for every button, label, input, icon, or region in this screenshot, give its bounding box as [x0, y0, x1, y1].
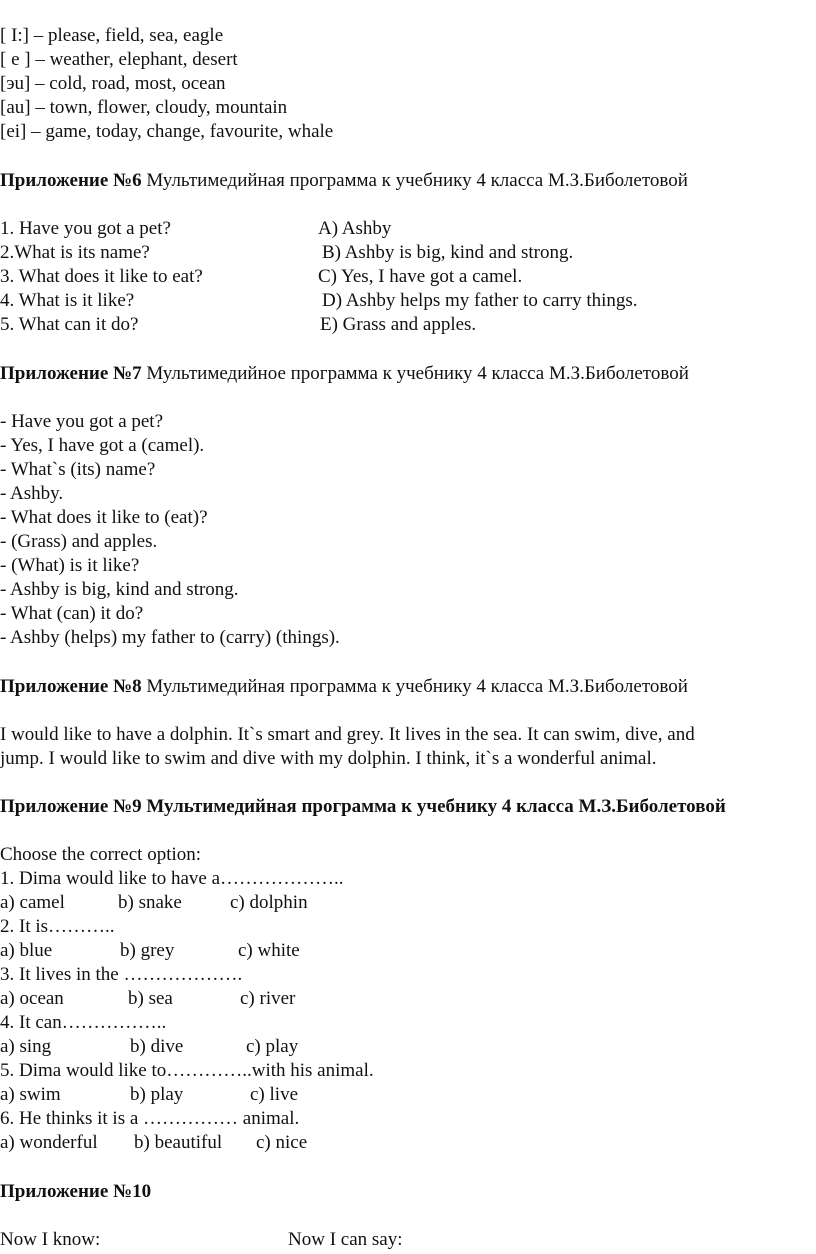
phonetics-line: [ei] – game, today, change, favourite, whale	[0, 121, 334, 142]
appendix-7-heading	[0, 362, 689, 386]
now-i-can-say-label: Now I can say:	[288, 1229, 403, 1250]
dialogue-line: - Have you got a pet?	[0, 411, 164, 432]
quiz-question: 5. Dima would like to…………..with his animal.	[0, 1060, 374, 1081]
match-answer: B) Ashby is big, kind and strong.	[322, 242, 574, 263]
now-i-know-label: Now I know:	[0, 1229, 101, 1250]
quiz-option: a) ocean	[0, 988, 64, 1009]
quiz-option: a) swim	[0, 1084, 61, 1105]
instruction: Choose the correct option:	[0, 844, 202, 865]
phonetics-line: [au] – town, flower, cloudy, mountain	[0, 97, 288, 118]
paragraph-line: jump. I would like to swim and dive with my dolphin. I think, it`s a wonderful animal.	[0, 748, 657, 769]
quiz-option: b) beautiful	[134, 1132, 223, 1153]
appendix-title: Мультимедийное программа к учебнику 4 класса М.З.Биболетовой	[141, 363, 689, 384]
quiz-option: a) camel	[0, 892, 65, 913]
appendix-title: Мультимедийная программа к учебнику 4 класса М.З.Биболетовой	[141, 676, 688, 697]
appendix-label: Приложение №6	[0, 170, 142, 191]
dialogue-line: - (Grass) and apples.	[0, 531, 158, 552]
match-answer: A) Ashby	[318, 218, 392, 239]
appendix-label: Приложение №7	[0, 363, 142, 384]
quiz-option: b) grey	[120, 940, 175, 961]
quiz-question: 6. He thinks it is a …………… animal.	[0, 1108, 300, 1129]
quiz-question: 1. Dima would like to have a………………..	[0, 868, 344, 889]
match-question: 2.What is its name?	[0, 242, 150, 263]
quiz-option: c) play	[246, 1036, 299, 1057]
quiz-option: c) river	[240, 988, 296, 1009]
appendix-6-heading	[0, 169, 688, 193]
dialogue-line: - Yes, I have got a (camel).	[0, 435, 205, 456]
quiz-option: c) dolphin	[230, 892, 308, 913]
match-question: 3. What does it like to eat?	[0, 266, 203, 287]
quiz-option: b) dive	[130, 1036, 184, 1057]
dialogue-line: - What (can) it do?	[0, 603, 144, 624]
match-answer: C) Yes, I have got a camel.	[318, 266, 523, 287]
dialogue-line: - What`s (its) name?	[0, 459, 156, 480]
dialogue-line: - Ashby (helps) my father to (carry) (things).	[0, 627, 340, 648]
paragraph-line: I would like to have a dolphin. It`s smart and grey. It lives in the sea. It can swim, dive, and	[0, 724, 695, 745]
appendix-9-heading: Приложение №9 Мультимедийная программа к учебнику 4 класса М.З.Биболетовой	[0, 796, 726, 817]
quiz-option: a) wonderful	[0, 1132, 98, 1153]
phonetics-line: [эu] – cold, road, most, ocean	[0, 73, 226, 94]
phonetics-line: [ e ] – weather, elephant, desert	[0, 49, 238, 70]
appendix-label: Приложение №8	[0, 676, 142, 697]
appendix-8-heading	[0, 675, 688, 699]
quiz-option: b) play	[130, 1084, 184, 1105]
match-answer: D) Ashby helps my father to carry things.	[322, 290, 638, 311]
match-question: 4. What is it like?	[0, 290, 135, 311]
match-answer: E) Grass and apples.	[320, 314, 477, 335]
appendix-title: Мультимедийная программа к учебнику 4 класса М.З.Биболетовой	[141, 170, 688, 191]
quiz-option: b) sea	[128, 988, 173, 1009]
match-question: 5. What can it do?	[0, 314, 139, 335]
phonetics-line: [ I:] – please, field, sea, eagle	[0, 25, 224, 46]
quiz-option: b) snake	[118, 892, 182, 913]
quiz-option: c) nice	[256, 1132, 308, 1153]
quiz-option: a) sing	[0, 1036, 52, 1057]
match-question: 1. Have you got a pet?	[0, 218, 171, 239]
appendix-10-heading: Приложение №10	[0, 1181, 152, 1202]
dialogue-line: - Ashby.	[0, 483, 64, 504]
quiz-option: c) white	[238, 940, 300, 961]
quiz-option: a) blue	[0, 940, 53, 961]
dialogue-line: - Ashby is big, kind and strong.	[0, 579, 239, 600]
quiz-question: 4. It can……………..	[0, 1012, 167, 1033]
quiz-question: 3. It lives in the ……………….	[0, 964, 243, 985]
quiz-option: c) live	[250, 1084, 299, 1105]
dialogue-line: - What does it like to (eat)?	[0, 507, 208, 528]
dialogue-line: - (What) is it like?	[0, 555, 140, 576]
quiz-question: 2. It is………..	[0, 916, 115, 937]
